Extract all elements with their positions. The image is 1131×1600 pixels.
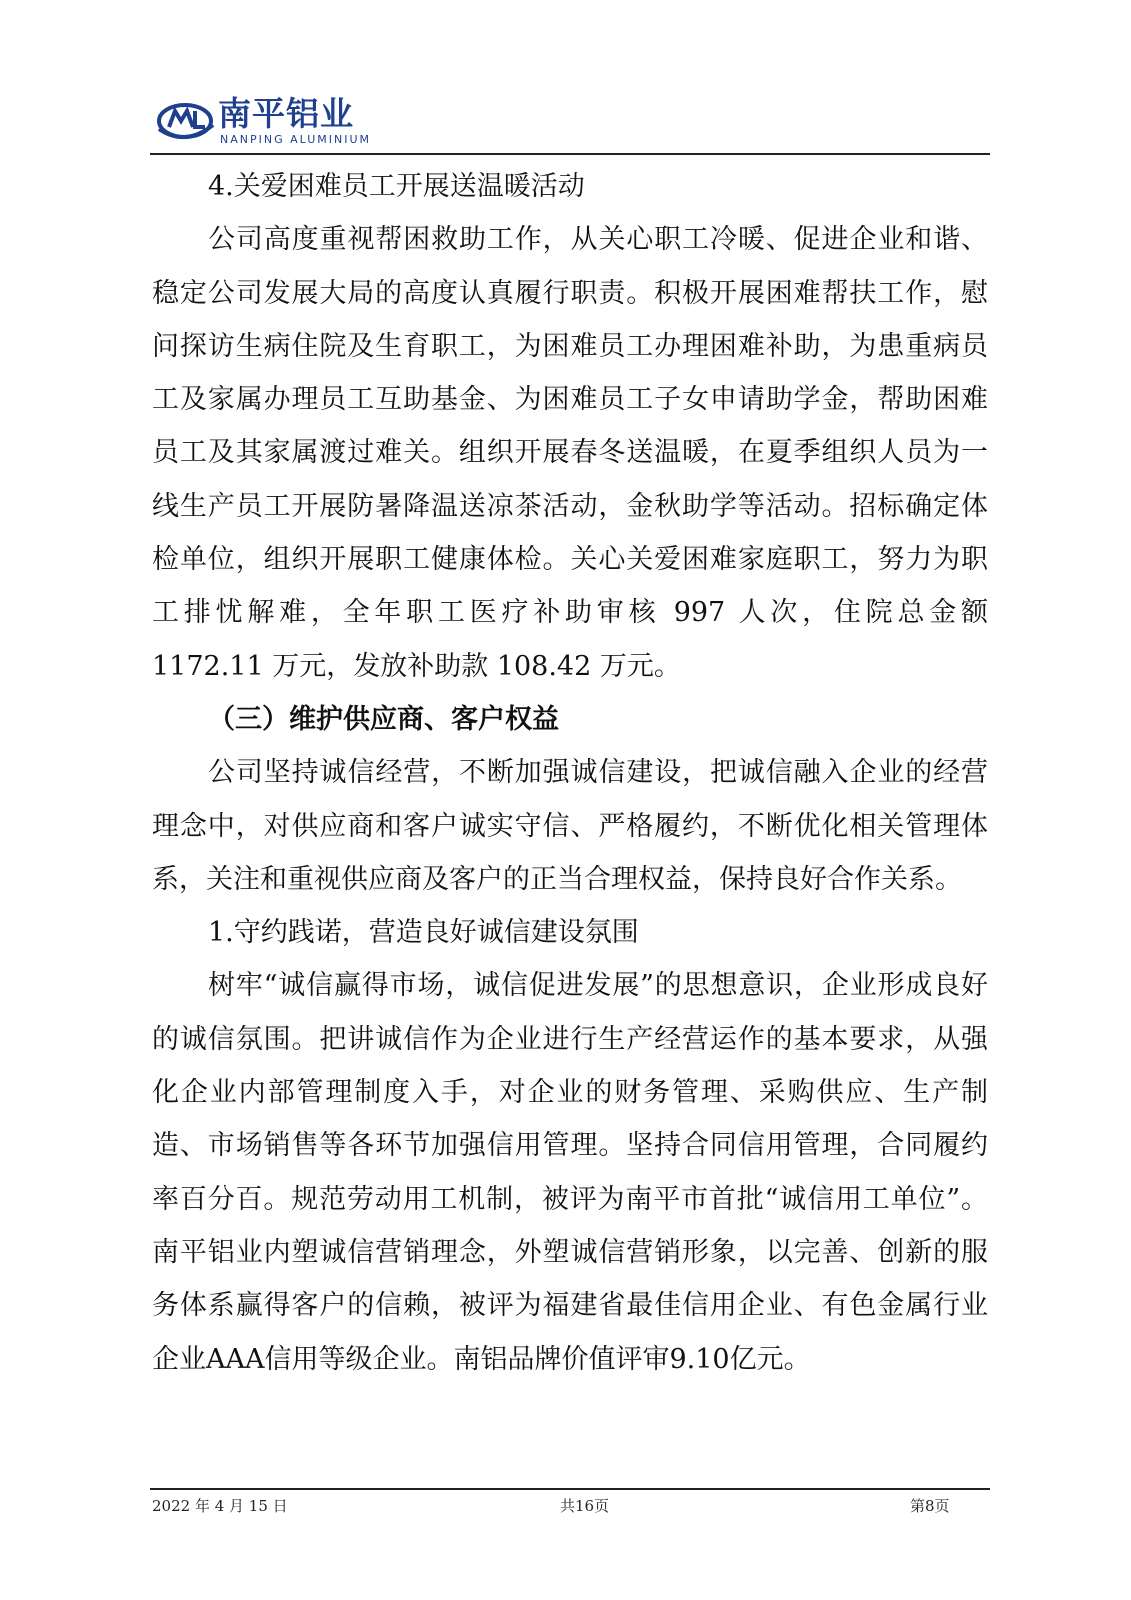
paragraph-integrity: 树牢“诚信赢得市场，诚信促进发展”的思想意识，企业形成良好的诚信氛围。把讲诚信作为企业进行生产经营运作的基本要求，从强化企业内部管理制度入手，对企业的财务管理、采购供应、生产制造、市场销售等各环节加强信用管理。坚持合同信用管理，合同履约率百分百。规范劳动用工机制，被评为南平市首批“诚信用工单位”。南平铝业内塑诚信营销理念，外塑诚信营销形象，以完善、创新的服务体系赢得客户的信赖，被评为福建省最佳信用企业、有色金属行业企业AAA信用等级企业。南铝品牌价值评审9.10亿元。 (152, 970, 988, 1375)
subheading-integrity: 1.守约践诺，营造良好诚信建设氛围 (208, 917, 639, 949)
logo-company-name: 南平铝业 (218, 94, 354, 133)
footer-date: 2022 年 4 月 15 日 (152, 1497, 288, 1515)
page-body (152, 160, 988, 1386)
section-heading-suppliers: （三）维护供应商、客户权益 (208, 703, 559, 735)
subheading-care-employees: 4.关爱困难员工开展送温暖活动 (208, 171, 585, 202)
page-header (150, 95, 990, 153)
paragraph-care-employees: 公司高度重视帮困救助工作，从关心职工冷暖、促进企业和谐、稳定公司发展大局的高度认真履行职责。积极开展困难帮扶工作，慰问探访生病住院及生育职工，为困难员工办理困难补助，为患重病员工及家属办理员工互助基金、为困难员工子女申请助学金，帮助困难员工及其家属渡过难关。组织开展春冬送温暖，在夏季组织人员为一线生产员工开展防暑降温送凉茶活动，金秋助学等活动。招标确定体检单位，组织开展职工健康体检。关心关爱困难家庭职工，努力为职工排忧解难，全年职工医疗补助审核 997 人次，住院总金额 1172.11 万元，发放补助款 108.42 万元。 (152, 224, 988, 682)
footer-divider (150, 1488, 990, 1490)
nanping-logo-icon (155, 99, 215, 147)
footer-page-number: 第8页 (910, 1497, 950, 1515)
header-divider (150, 153, 990, 155)
paragraph-suppliers: 公司坚持诚信经营，不断加强诚信建设，把诚信融入企业的经营理念中，对供应商和客户诚实守信、严格履约，不断优化相关管理体系，关注和重视供应商及客户的正当合理权益，保持良好合作关系。 (152, 757, 988, 895)
footer-total-pages: 共16页 (560, 1497, 610, 1515)
logo-english-name: NANPING ALUMINIUM (220, 133, 372, 146)
